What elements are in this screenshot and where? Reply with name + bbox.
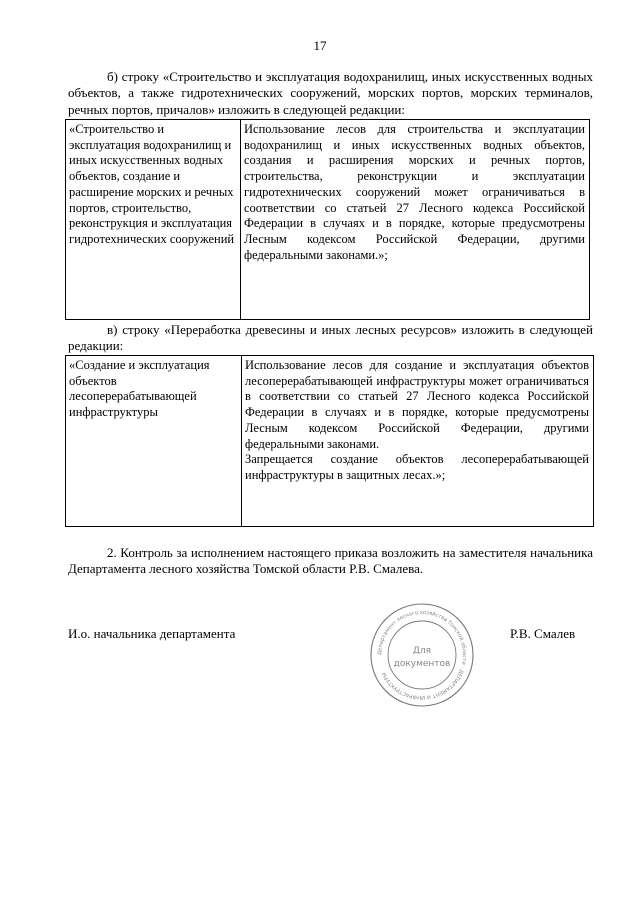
section-v-right-p1: Использование лесов для создание и эксплуатация объектов лесоперерабатывающей инфраструктуры может ограничиваться в соответствии со статьей 27 Лесного кодекса Российской Федерации в случаях и в порядке, которые предусмотрены Лесным кодексом Российской Федерации, другими федеральными законами. xyxy=(245,358,589,451)
section-b-intro xyxy=(68,69,593,118)
section-v-right-p2: Запрещается создание объектов лесоперерабатывающей инфраструктуры в защитных лесах.»; xyxy=(245,452,589,482)
stamp-center-line2: документов xyxy=(393,659,451,669)
control-paragraph-text: 2. Контроль за исполнением настоящего приказа возложить на заместителя начальника Департамента лесного хозяйства Томской области Р.В. Смалева. xyxy=(68,545,593,577)
section-v-intro xyxy=(68,322,593,355)
control-paragraph xyxy=(68,545,593,578)
section-b-intro-text: б) строку «Строительство и эксплуатация водохранилищ, иных искусственных водных объектов, а также гидротехнических сооружений, морских портов, морских терминалов, речных портов, причалов» изложить в следующей редакции: xyxy=(68,69,593,117)
section-b-left-cell: «Строительство и эксплуатация водохранилищ и иных искусственных водных объектов, создание и расширение морских и речных портов, строительство, реконструкция и эксплуатация гидротехнических сооружений xyxy=(66,120,241,320)
stamp-ring-text: Департамент лесного хозяйства Томской области · ДЕПАРТАМЕНТ И ИНФРАСТРУКТУРЫ xyxy=(376,609,468,701)
section-v-intro-text: в) строку «Переработка древесины и иных лесных ресурсов» изложить в следующей редакции: xyxy=(68,322,593,354)
section-b-right-cell: Использование лесов для строительства и эксплуатации водохранилищ и иных искусственных водных объектов, создания и расширения морских и речных портов, строительства, реконструкции и эксплуатации гидротехнических сооружений может ограничиваться в соответствии со статьей 27 Лесного кодекса Российской Федерации в случаях и в порядке, которые предусмотрены Лесным кодексом Российской Федерации, другими федеральными законами.»; xyxy=(241,120,590,320)
stamp-center-line1: Для xyxy=(412,646,432,656)
section-v-table xyxy=(65,355,594,527)
section-v-right-cell xyxy=(242,356,594,527)
signatory-name: Р.В. Смалев xyxy=(510,626,576,641)
signatory-position: И.о. начальника департамента xyxy=(68,626,236,641)
official-stamp xyxy=(369,602,475,708)
page-number: 17 xyxy=(313,38,327,53)
section-v-left-cell: «Создание и эксплуатация объектов лесоперерабатывающей инфраструктуры xyxy=(66,356,242,527)
section-b-table xyxy=(65,119,590,320)
